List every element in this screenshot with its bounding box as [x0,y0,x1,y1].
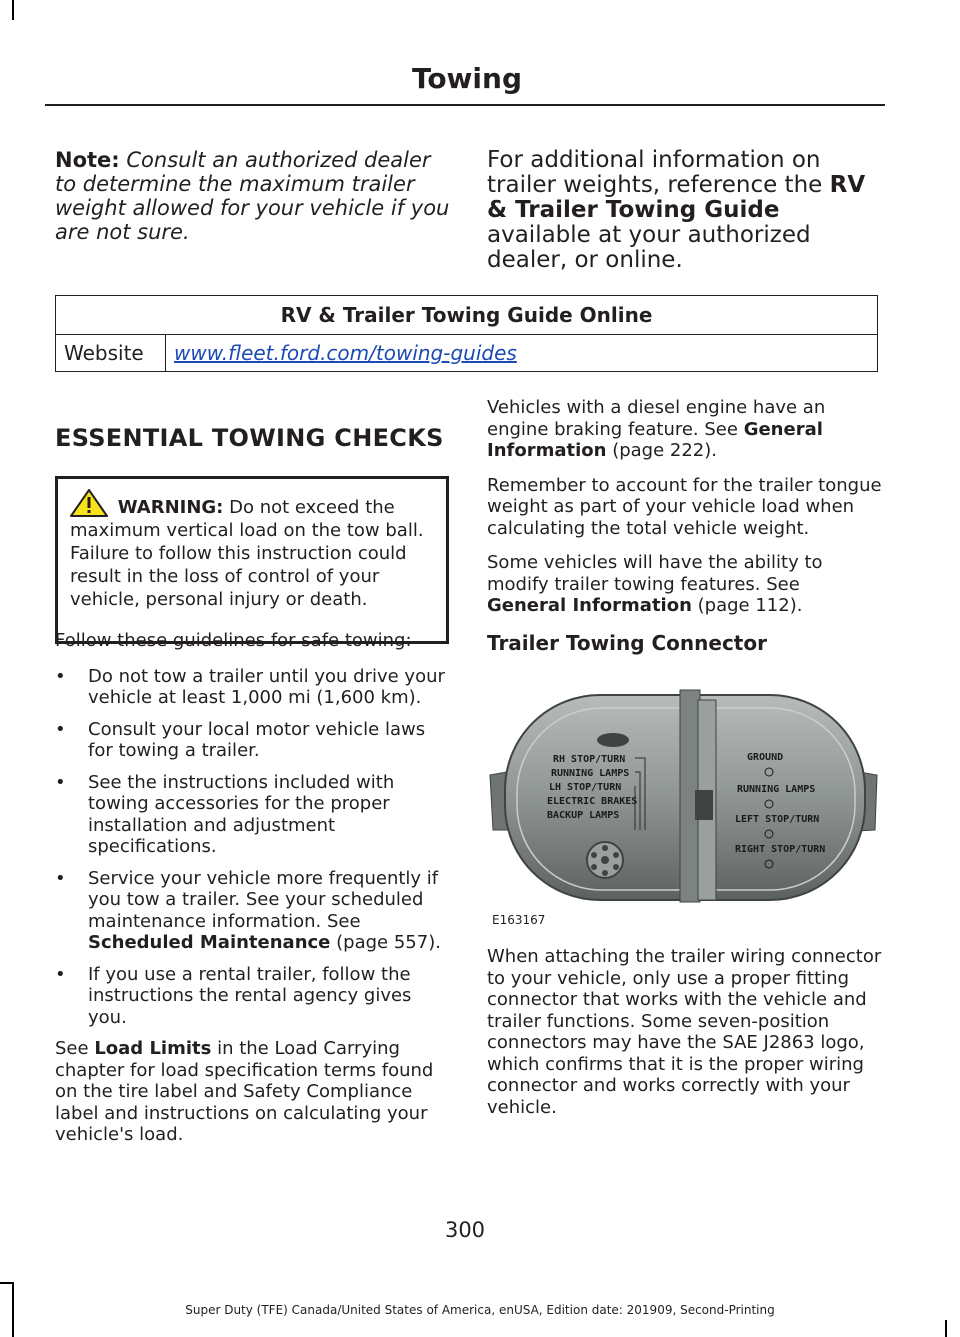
label-ground: GROUND [747,752,784,763]
towing-guide-table [55,295,878,372]
table-title: RV & Trailer Towing Guide Online [56,296,878,335]
list-item-text: Service your vehicle more frequently if you tow a trailer. See your scheduled maintenance information. See [88,867,439,932]
note-paragraph [55,148,450,244]
modify-before: Some vehicles will have the ability to modify trailer towing features. See [487,552,823,595]
label-backup-lamps: BACKUP LAMPS [547,810,620,821]
list-item [55,964,447,1029]
crop-mark-top-left [12,0,14,20]
list-item [55,666,447,709]
load-limits-paragraph [55,1038,447,1146]
table-cell-link [166,335,878,372]
list-item [55,772,447,858]
load-limits-ref[interactable]: Load Limits [94,1038,212,1059]
general-info-ref[interactable]: General Information [487,418,823,461]
guidelines-intro: Follow these guidelines for safe towing: [55,630,412,651]
list-item [55,868,447,954]
guidelines-list [55,666,447,1029]
general-info-ref[interactable]: General Information [487,595,692,616]
diesel-paragraph [487,397,882,462]
connector-paragraph: When attaching the trailer wiring connector to your vehicle, only use a proper fitting connector that works with the vehicle and trailer functions. Some seven-position connectors may have the SAE J2863 logo, which confirms that it is the proper wiring connector and works correctly with your vehicle. [487,946,882,1118]
load-limits-before: See [55,1038,89,1059]
label-left-stop-turn: LEFT STOP/TURN [735,814,820,825]
list-item-text: See the instructions included with towing accessories for the proper installation and adjustment specifications. [88,771,395,857]
intro-text-after: available at your authorized dealer, or online. [487,222,811,273]
page-ref: (page 557). [336,932,441,953]
left-column-body [55,630,447,1146]
load-limits-after: in the Load Carrying chapter for load specification terms found on the tire label and Safety Compliance label and instructions on calculating your vehicle's load. [55,1038,434,1145]
modify-paragraph [487,552,882,617]
warning-box [55,476,449,644]
table-cell-label: Website [56,335,166,372]
list-item-text: If you use a rental trailer, follow the instructions the rental agency gives you. [88,963,412,1028]
note-label: Note: [55,148,120,172]
page-ref: (page 222). [612,440,717,461]
label-running-lamps-right: RUNNING LAMPS [737,784,816,795]
right-column-body [487,397,882,654]
tongue-weight-paragraph: Remember to account for the trailer tongue weight as part of your vehicle load when calculating the total vehicle weight. [487,474,882,539]
label-electric-brakes: ELECTRIC BRAKES [547,796,638,807]
page-number: 300 [444,1218,486,1242]
warning-label: WARNING: [117,497,224,518]
trailer-connector-illustration [485,680,880,930]
label-right-stop-turn: RIGHT STOP/TURN [735,844,826,855]
list-item [55,719,447,762]
table-row [56,335,878,372]
label-running-lamps: RUNNING LAMPS [551,768,630,779]
page-footer: Super Duty (TFE) Canada/United States of America, enUSA, Edition date: 201909, Second-Printing [185,1303,775,1317]
label-rh-stop-turn: RH STOP/TURN [553,754,626,765]
crop-mark-bottom-right [945,1320,947,1337]
intro-text-before: For additional information on trailer weights, reference the [487,147,823,198]
label-lh-stop-turn: LH STOP/TURN [549,782,622,793]
figure-code: E163167 [492,913,546,927]
crop-mark-bottom-left-h [0,1282,12,1284]
note-text: Consult an authorized dealer to determine the maximum trailer weight allowed for your vehicle if you are not sure. [55,148,450,244]
warning-triangle-icon [70,489,108,517]
header-divider [45,104,885,106]
towing-guide-link[interactable]: www.fleet.ford.com/towing-guides [174,341,517,365]
page-header-title: Towing [411,62,522,95]
warning-text: Do not exceed the maximum vertical load on the tow ball. Failure to follow this instruction could result in the loss of control of your vehicle, personal injury or death. [70,497,424,610]
intro-paragraph [487,148,882,273]
page-ref: (page 112). [697,595,803,616]
subsection-title: Trailer Towing Connector [487,630,767,655]
section-title: ESSENTIAL TOWING CHECKS [55,424,444,452]
intro-guide-name: RV & Trailer Towing Guide [487,172,866,223]
list-item-text: Do not tow a trailer until you drive your vehicle at least 1,000 mi (1,600 km). [88,665,445,708]
scheduled-maintenance-ref[interactable]: Scheduled Maintenance [88,932,331,953]
diesel-before: Vehicles with a diesel engine have an engine braking feature. See [487,397,826,440]
list-item-text: Consult your local motor vehicle laws for towing a trailer. [88,718,426,761]
